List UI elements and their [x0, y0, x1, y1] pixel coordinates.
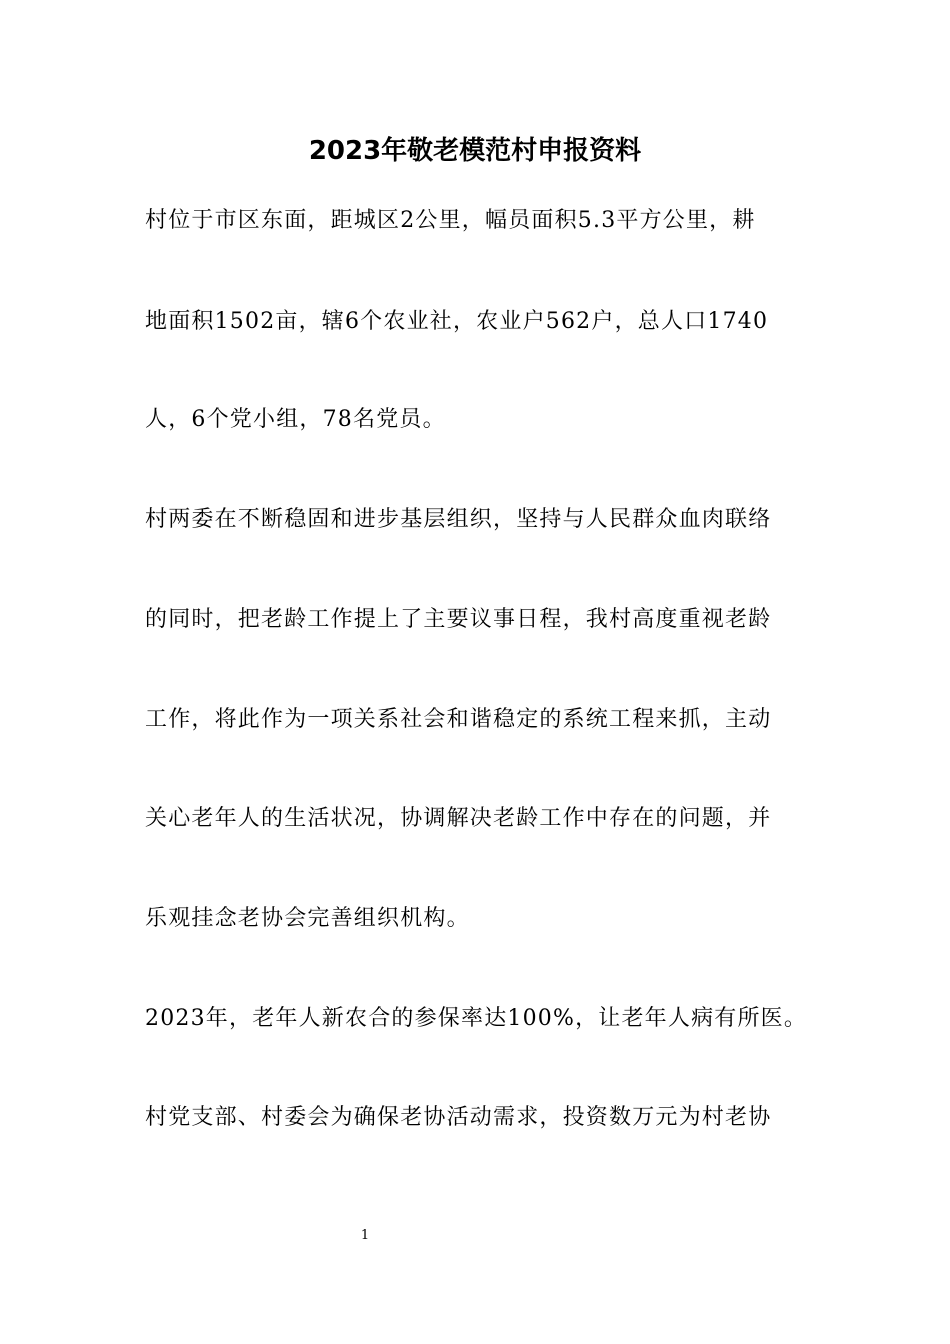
text-line-9: 2023年，老年人新农合的参保率达100%，让老年人病有所医。: [145, 1006, 808, 1031]
text-line-2: 地面积1502亩，辖6个农业社，农业户562户，总人口1740: [145, 309, 769, 334]
text-line-1: 村位于市区东面，距城区2公里，幅员面积5.3平方公里，耕: [145, 208, 756, 233]
text-line-3: 人，6个党小组，78名党员。: [145, 407, 446, 432]
text-line-5: 的同时，把老龄工作提上了主要议事日程，我村高度重视老龄: [145, 607, 772, 632]
document-title: 2023年敬老模范村申报资料: [308, 136, 642, 166]
text-line-6: 工作，将此作为一项关系社会和谐稳定的系统工程来抓，主动: [145, 707, 772, 732]
text-line-8: 乐观挂念老协会完善组织机构。: [145, 906, 470, 931]
text-line-7: 关心老年人的生活状况，协调解决老龄工作中存在的问题，并: [145, 806, 772, 831]
text-line-4: 村两委在不断稳固和进步基层组织，坚持与人民群众血肉联络: [145, 507, 772, 532]
text-line-10: 村党支部、村委会为确保老协活动需求，投资数万元为村老协: [145, 1105, 772, 1130]
page-number: 1: [360, 1228, 370, 1243]
